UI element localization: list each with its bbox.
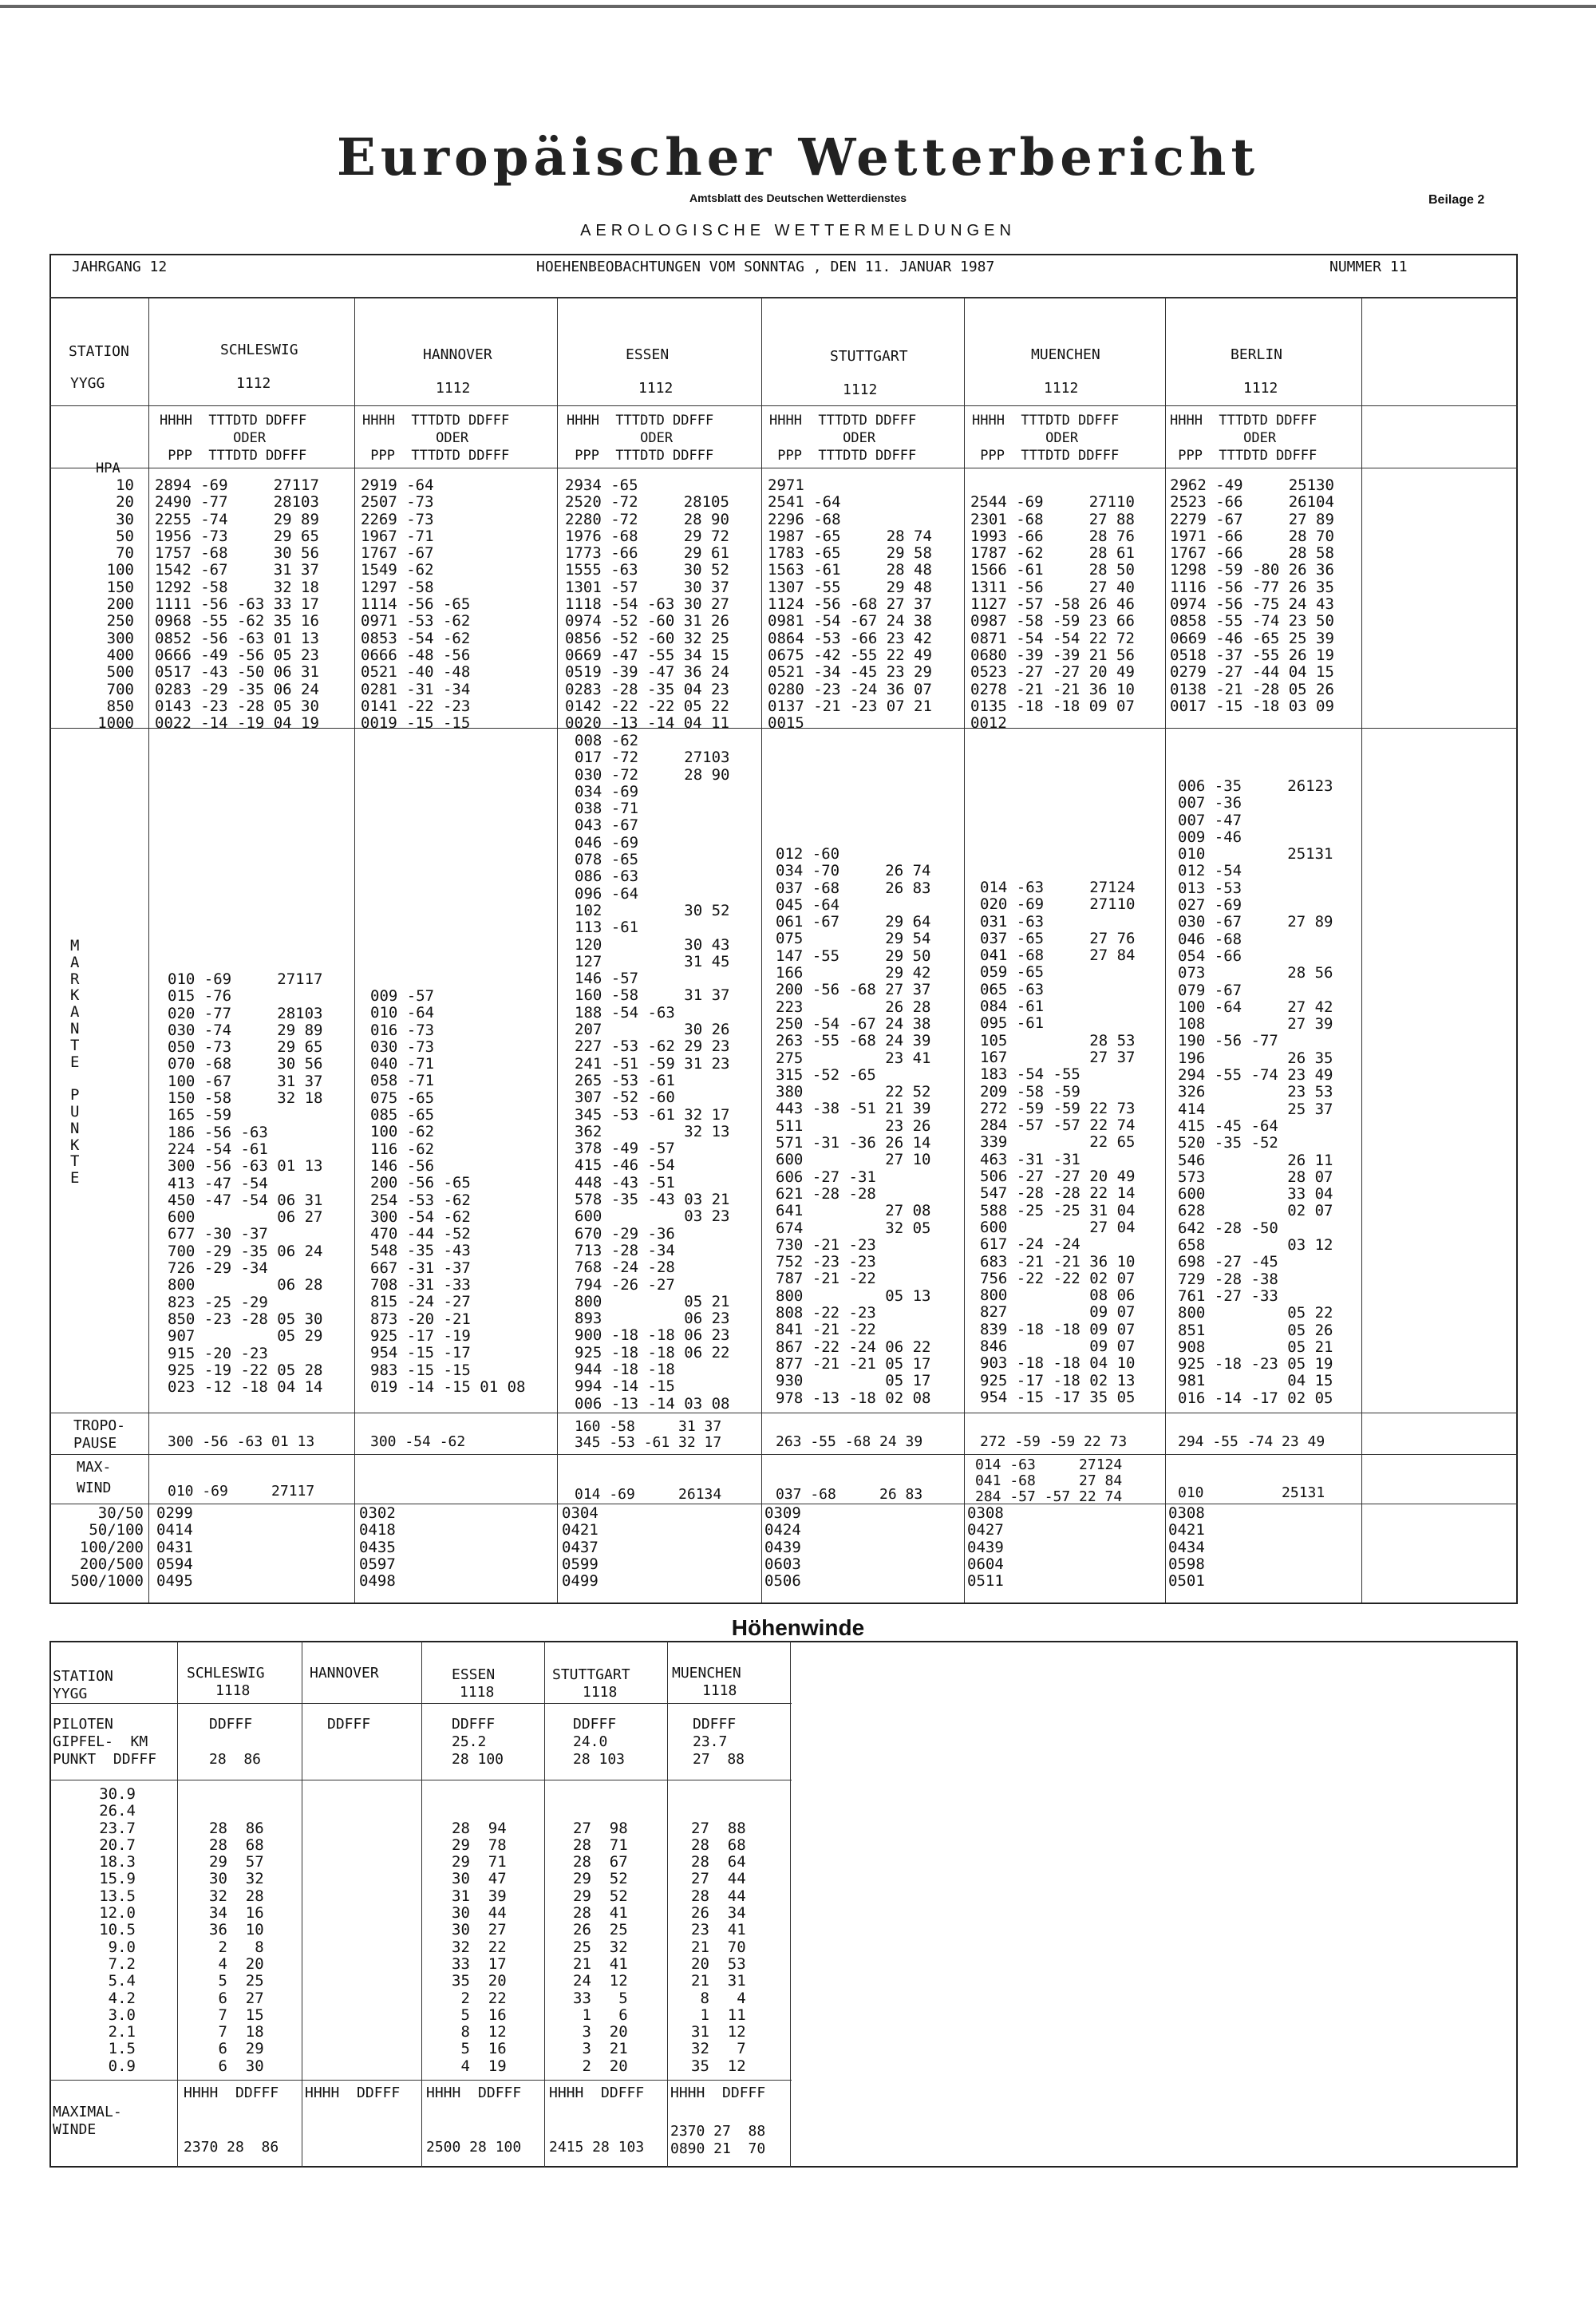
wind-values-schleswig: 28 86 28 68 29 57 30 32 32 28 34 16 36 10 2 8 4 20 5 25 6 27 7 15 7 18 6 29 6 30 xyxy=(209,1819,264,2075)
maxwind-value: 014 -69 26134 xyxy=(575,1486,722,1503)
std-levels-hannover: 2919 -64 2507 -73 2269 -73 1967 -71 1767 -67 1549 -62 1297 -58 1114 -56 -65 0971 -53 -62 0853 -54 -62 0666 -48 -56 0521 -40 -48 0281 -31 -34 0141 -22 -23 0019 -15 -15 xyxy=(361,476,471,733)
nummer-label: NUMMER 11 xyxy=(1329,259,1408,275)
winds-station-name: SCHLESWIG xyxy=(187,1665,265,1682)
col-rule xyxy=(177,1641,178,2168)
column-header: HHHH TTTDTD DDFFF ODER PPP TTTDTD DDFFF xyxy=(362,413,510,464)
rule xyxy=(49,1703,792,1704)
winds-station-yygg: 1118 xyxy=(460,1684,495,1701)
station-name: BERLIN xyxy=(1231,346,1283,363)
col-rule xyxy=(421,1641,422,2168)
max-value: 2370 28 86 xyxy=(184,2139,279,2156)
col-rule xyxy=(761,298,762,1603)
station-yygg: 1112 xyxy=(1044,380,1079,397)
layer-values: 0308 0421 0434 0598 0501 xyxy=(1168,1504,1205,1591)
station-yygg: 1112 xyxy=(236,375,271,392)
sig-levels-schleswig: 010 -69 27117 015 -76 020 -77 28103 030 -74 29 89 050 -73 29 65 070 -68 30 56 100 -67 31 37 150 -58 32 18 165 -59 186 -56 -63 224 -54 -61 300 -56 -63 01 13 413 -47 -54 450 -47 -54 06 31 600 06 27 677 -30 -37 700 -29 -35 06 24 726 -29 -34 800 06 28 823 -25 -29 850 -23 -28 05 30 907 05 29 915 -20 -23 925 -19 -22 05 28 023 -12 -18 04 14 xyxy=(168,970,323,1397)
tropopause-value: 294 -55 -74 23 49 xyxy=(1178,1433,1325,1450)
col-rule xyxy=(1165,298,1166,1603)
winds-station-name: HANNOVER xyxy=(310,1665,379,1682)
layer-values: 0308 0427 0439 0604 0511 xyxy=(967,1504,1004,1591)
yygg-label: YYGG xyxy=(70,375,105,392)
col-rule xyxy=(148,298,149,1603)
max-value: 2370 27 88 0890 21 70 xyxy=(670,2123,766,2157)
maxwind-value: 010 25131 xyxy=(1178,1484,1325,1501)
tropopause-label: TROPO- PAUSE xyxy=(73,1417,126,1452)
column-header: HHHH TTTDTD DDFFF ODER PPP TTTDTD DDFFF xyxy=(972,413,1120,464)
page-subtitle: Amtsblatt des Deutschen Wetterdienstes xyxy=(689,192,907,204)
winds-station-yygg: 1118 xyxy=(215,1682,251,1699)
sig-levels-hannover: 009 -57 010 -64 016 -73 030 -73 040 -71 058 -71 075 -65 085 -65 100 -62 116 -62 146 -56 200 -56 -65 254 -53 -62 300 -54 -62 470 -44 -52 548 -35 -43 667 -31 -37 708 -31 -33 815 -24 -27 873 -20 -21 925 -17 -19 954 -15 -17 983 -15 -15 019 -14 -15 01 08 xyxy=(370,987,526,1396)
rule xyxy=(49,1454,1518,1455)
std-levels-berlin: 2962 -49 25130 2523 -66 26104 2279 -67 27 89 1971 -66 28 70 1767 -66 28 58 1298 -59 -80 26 36 1116 -56 -77 26 35 0974 -56 -75 24 43 0858 -55 -74 23 50 0669 -46 -65 25 39 0518 -37 -55 26 19 0279 -27 -44 04 15 0138 -21 -28 05 26 0017 -15 -18 03 09 xyxy=(1170,476,1334,715)
winds-station-name: MUENCHEN xyxy=(672,1665,741,1682)
station-name: MUENCHEN xyxy=(1031,346,1100,363)
station-name: SCHLESWIG xyxy=(220,342,298,358)
column-header: HHHH TTTDTD DDFFF ODER PPP TTTDTD DDFFF xyxy=(567,413,714,464)
station-label: STATION xyxy=(69,343,129,360)
tropopause-value: 300 -56 -63 01 13 xyxy=(168,1433,315,1450)
col-rule xyxy=(1361,298,1362,1603)
piloten-value: DDFFF 24.0 28 103 xyxy=(573,1716,626,1768)
markante-punkte-label: M A R K A N T E P U N K T E xyxy=(70,937,80,1188)
rule xyxy=(49,2080,792,2081)
beilage-label: Beilage 2 xyxy=(1428,193,1485,207)
station-yygg: 1112 xyxy=(1243,380,1278,397)
sig-levels-stuttgart: 012 -60 034 -70 26 74 037 -68 26 83 045 -64 061 -67 29 64 075 29 54 147 -55 29 50 166 29 42 200 -56 -68 27 37 223 26 28 250 -54 -67 24 38 263 -55 -68 24 39 275 23 41 315 -52 -65 380 22 52 443 -38 -51 21 39 511 23 26 571 -31 -36 26 14 600 27 10 606 -27 -31 621 -28 -28 641 27 08 674 32 05 730 -21 -23 752 -23 -23 787 -21 -22 800 05 13 808 -22 -23 841 -21 -22 867 -22 -24 06 22 877 -21 -21 05 17 930 05 17 978 -13 -18 02 08 xyxy=(776,845,931,1407)
station-yygg: 1112 xyxy=(436,380,471,397)
station-name: ESSEN xyxy=(626,346,670,363)
layer-values: 0309 0424 0439 0603 0506 xyxy=(764,1504,801,1591)
rule xyxy=(49,405,1518,406)
col-rule xyxy=(964,298,965,1603)
maximal-label: MAXIMAL- WINDE xyxy=(53,2104,122,2138)
col-rule xyxy=(790,1641,791,2168)
col-rule xyxy=(667,1641,668,2168)
column-header: HHHH TTTDTD DDFFF ODER PPP TTTDTD DDFFF xyxy=(160,413,307,464)
wind-heights: 30.9 26.4 23.7 20.7 18.3 15.9 13.5 12.0 10.5 9.0 7.2 5.4 4.2 3.0 2.1 1.5 0.9 xyxy=(99,1785,136,2075)
column-header: HHHH TTTDTD DDFFF ODER PPP TTTDTD DDFFF xyxy=(769,413,917,464)
piloten-value: DDFFF 23.7 27 88 xyxy=(693,1716,745,1768)
station-yygg: 1112 xyxy=(638,380,674,397)
station-name: STUTTGART xyxy=(830,348,908,365)
max-value: 2500 28 100 xyxy=(426,2139,522,2156)
std-levels-muenchen: 2544 -69 27110 2301 -68 27 88 1993 -66 28 76 1787 -62 28 61 1566 -61 28 50 1311 -56 27 40 1127 -57 -58 26 46 0987 -58 -59 23 66 0871 -54 -54 22 72 0680 -39 -39 21 56 0523 -27 -27 20 49 0278 -21 -21 36 10 0135 -18 -18 09 07 0012 xyxy=(970,493,1135,733)
winds-station-yygg: 1118 xyxy=(583,1684,618,1701)
max-header: HHHH DDFFF xyxy=(670,2085,766,2101)
section-heading: AEROLOGISCHE WETTERMELDUNGEN xyxy=(580,222,1016,239)
maxwind-value: 010 -69 27117 xyxy=(168,1483,315,1500)
piloten-value: DDFFF 25.2 28 100 xyxy=(452,1716,504,1768)
col-rule xyxy=(557,298,558,1603)
tropopause-value: 263 -55 -68 24 39 xyxy=(776,1433,923,1450)
column-header: HHHH TTTDTD DDFFF ODER PPP TTTDTD DDFFF xyxy=(1170,413,1317,464)
piloten-label: PILOTEN GIPFEL- KM PUNKT DDFFF xyxy=(53,1716,157,1768)
page-title: Europäischer Wetterbericht xyxy=(337,128,1259,188)
wind-values-essen: 28 94 29 78 29 71 30 47 31 39 30 44 30 27 32 22 33 17 35 20 2 22 5 16 8 12 5 16 4 19 xyxy=(452,1819,507,2075)
winds-title: Höhenwinde xyxy=(731,1615,865,1640)
winds-station-name: ESSEN xyxy=(452,1666,496,1683)
max-header: HHHH DDFFF xyxy=(305,2085,401,2101)
max-header: HHHH DDFFF xyxy=(549,2085,645,2101)
tropopause-value: 300 -54 -62 xyxy=(370,1433,466,1450)
observation-date: HOEHENBEOBACHTUNGEN VOM SONNTAG , DEN 11. JANUAR 1987 xyxy=(536,259,995,275)
tropopause-value: 272 -59 -59 22 73 xyxy=(980,1433,1128,1450)
piloten-value: DDFFF 28 86 xyxy=(209,1716,262,1768)
max-header: HHHH DDFFF xyxy=(426,2085,522,2101)
max-header: HHHH DDFFF xyxy=(184,2085,279,2101)
top-rule xyxy=(0,5,1596,8)
wind-values-muenchen: 27 88 28 68 28 64 27 44 28 44 26 34 23 41 21 70 20 53 21 31 8 4 1 11 31 12 32 7 35 12 xyxy=(691,1819,746,2075)
layer-values: 0304 0421 0437 0599 0499 xyxy=(562,1504,598,1591)
station-yygg: 1112 xyxy=(843,381,878,398)
layer-values: 0302 0418 0435 0597 0498 xyxy=(359,1504,396,1591)
col-rule xyxy=(544,1641,545,2168)
std-levels-schleswig: 2894 -69 27117 2490 -77 28103 2255 -74 29 89 1956 -73 29 65 1757 -68 30 56 1542 -67 31 37 1292 -58 32 18 1111 -56 -63 33 17 0968 -55 -62 35 16 0852 -56 -63 01 13 0666 -49 -56 05 23 0517 -43 -50 06 31 0283 -29 -35 06 24 0143 -23 -28 05 30 0022 -14 -19 04 19 xyxy=(155,476,319,733)
sig-levels-muenchen: 014 -63 27124 020 -69 27110 031 -63 037 -65 27 76 041 -68 27 84 059 -65 065 -63 084 -61 095 -61 105 28 53 167 27 37 183 -54 -55 209 -58 -59 272 -59 -59 22 73 284 -57 -57 22 74 339 22 65 463 -31 -31 506 -27 -27 20 49 547 -28 -28 22 14 588 -25 -25 31 04 600 27 04 617 -24 -24 683 -21 -21 36 10 756 -22 -22 02 07 800 08 06 827 09 07 839 -18 -18 09 07 846 09 07 903 -18 -18 04 10 925 -17 -18 02 13 954 -15 -17 35 05 xyxy=(980,879,1136,1406)
max-value: 2415 28 103 xyxy=(549,2139,645,2156)
hpa-levels: 10 20 30 50 70 100 150 200 250 300 400 500 700 850 1000 xyxy=(97,476,134,733)
layer-labels: 30/50 50/100 100/200 200/500 500/1000 xyxy=(70,1504,144,1591)
rule xyxy=(49,297,1518,298)
maxwind-value: 037 -68 26 83 xyxy=(776,1486,923,1503)
sig-levels-berlin: 006 -35 26123 007 -36 007 -47 009 -46 010 25131 012 -54 013 -53 027 -69 030 -67 27 89 046 -68 054 -66 073 28 56 079 -67 100 -64 27 42 108 27 39 190 -56 -77 196 26 35 294 -55 -74 23 49 326 23 53 414 25 37 415 -45 -64 520 -35 -52 546 26 11 573 28 07 600 33 04 628 02 07 642 -28 -50 658 03 12 698 -27 -45 729 -28 -38 761 -27 -33 800 05 22 851 05 26 908 05 21 925 -18 -23 05 19 981 04 15 016 -14 -17 02 05 xyxy=(1178,777,1333,1407)
std-levels-essen: 2934 -65 2520 -72 28105 2280 -72 28 90 1976 -68 29 72 1773 -66 29 61 1555 -63 30 52 1301 -57 30 37 1118 -54 -63 30 27 0974 -52 -60 31 26 0856 -52 -60 32 25 0669 -47 -55 34 15 0519 -39 -47 36 24 0283 -28 -35 04 23 0142 -22 -22 05 22 0020 -13 -14 04 11 xyxy=(565,476,729,733)
maxwind-label: MAX- WIND xyxy=(77,1459,112,1496)
maxwind-value: 014 -63 27124 041 -68 27 84 284 -57 -57 22 74 xyxy=(975,1456,1123,1505)
std-levels-stuttgart: 2971 2541 -64 2296 -68 1987 -65 28 74 1783 -65 29 58 1563 -61 28 48 1307 -55 29 48 1124 -56 -68 27 37 0981 -54 -67 24 38 0864 -53 -66 23 42 0675 -42 -55 22 49 0521 -34 -45 23 29 0280 -23 -24 36 07 0137 -21 -23 07 21 0015 xyxy=(768,476,932,733)
col-rule xyxy=(354,298,355,1603)
winds-station-name: STUTTGART xyxy=(552,1666,630,1683)
piloten-value: DDFFF xyxy=(327,1716,371,1733)
tropopause-value: 160 -58 31 37 345 -53 -61 32 17 xyxy=(575,1418,722,1451)
station-name: HANNOVER xyxy=(423,346,492,363)
layer-values: 0299 0414 0431 0594 0495 xyxy=(156,1504,193,1591)
hpa-label: HPA xyxy=(96,460,120,476)
jahrgang-label: JAHRGANG 12 xyxy=(72,259,168,275)
wind-values-stuttgart: 27 98 28 71 28 67 29 52 29 52 28 41 26 25 25 32 21 41 24 12 33 5 1 6 3 20 3 21 2 20 xyxy=(573,1819,628,2075)
sig-levels-essen: 008 -62 017 -72 27103 030 -72 28 90 034 -69 038 -71 043 -67 046 -69 078 -65 086 -63 096 -64 102 30 52 113 -61 120 30 43 127 31 45 146 -57 160 -58 31 37 188 -54 -63 207 30 26 227 -53 -62 29 23 241 -51 -59 31 23 265 -53 -61 307 -52 -60 345 -53 -61 32 17 362 32 13 378 -49 -57 415 -46 -54 448 -43 -51 578 -35 -43 03 21 600 03 23 670 -29 -36 713 -28 -34 768 -24 -28 794 -26 -27 800 05 21 893 06 23 900 -18 -18 06 23 925 -18 -18 06 22 944 -18 -18 994 -14 -15 006 -13 -14 03 08 xyxy=(575,732,730,1413)
winds-station-yygg: 1118 xyxy=(702,1682,737,1699)
winds-station-label: STATION YYGG xyxy=(53,1668,113,1702)
